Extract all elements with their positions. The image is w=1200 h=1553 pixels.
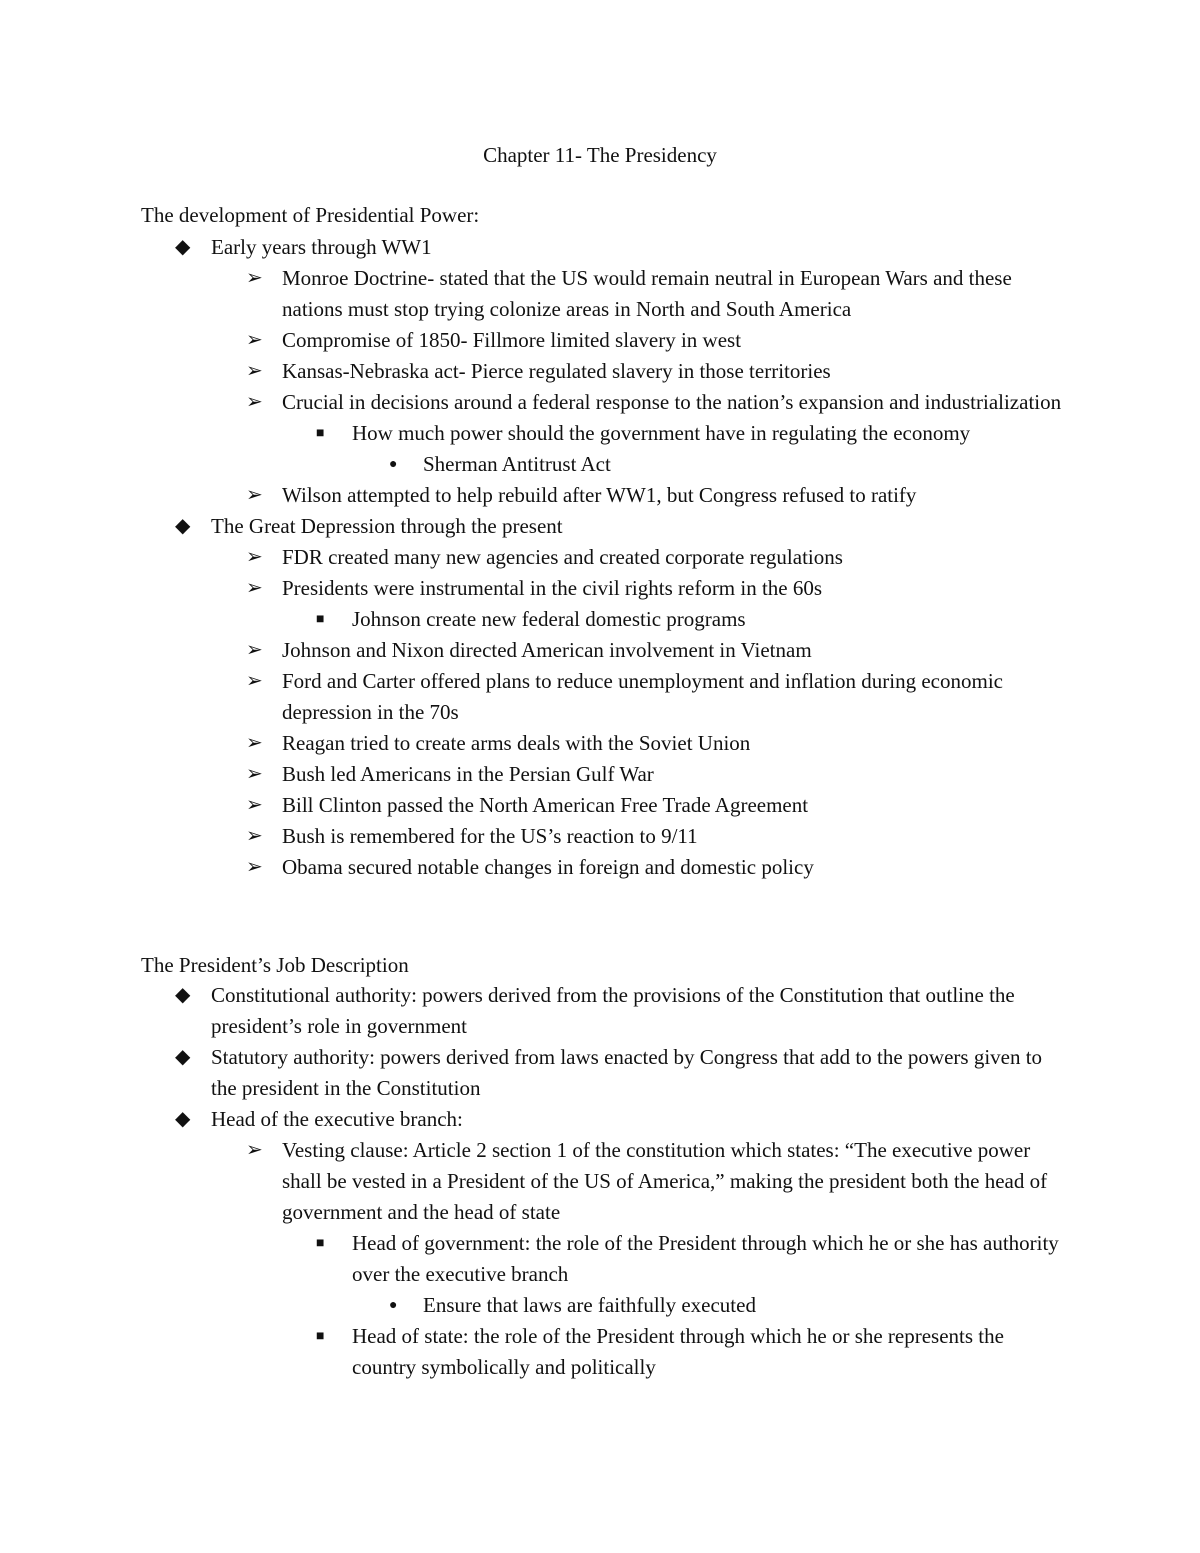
list-item-text: Head of government: the role of the President through which he or she has authority over the executive branch [352,1231,1059,1286]
arrow-bullet-icon: ➢ [246,360,263,382]
list-item-text: Johnson create new federal domestic programs [352,607,746,631]
arrow-bullet-icon: ➢ [246,732,263,754]
list-item [0,1042,1060,1104]
list-item-text: Monroe Doctrine- stated that the US would remain neutral in European Wars and these nations must stop trying colonize areas in North and South America [282,266,1012,321]
list-item [0,418,1072,449]
list-item-text: Head of state: the role of the President through which he or she represents the country symbolically and politically [352,1324,1004,1379]
list-item [0,980,1060,1042]
list-item [0,852,1072,883]
list-item-text: Sherman Antitrust Act [423,452,611,476]
list-item-text: Constitutional authority: powers derived from the provisions of the Constitution that outline the president’s role in government [211,983,1015,1038]
arrow-bullet-icon: ➢ [246,825,263,847]
arrow-bullet-icon: ➢ [246,1139,263,1161]
list-item [0,635,1072,666]
list-item-text: The Great Depression through the present [211,514,563,538]
arrow-bullet-icon: ➢ [246,856,263,878]
list-item-text: Obama secured notable changes in foreign and domestic policy [282,855,814,879]
list-item [0,759,1072,790]
list-item [0,1104,1060,1135]
diamond-bullet-icon: ◆ [175,984,191,1006]
list-item [0,356,1072,387]
diamond-bullet-icon: ◆ [175,1108,191,1130]
list-item-text: How much power should the government have in regulating the economy [352,421,971,445]
presidential-power-list [0,232,1200,883]
list-item-text: Early years through WW1 [211,235,432,259]
list-item [0,325,1072,356]
list-item [0,542,1072,573]
square-bullet-icon: ■ [316,612,325,627]
diamond-bullet-icon: ◆ [175,236,191,258]
arrow-bullet-icon: ➢ [246,329,263,351]
list-item [0,263,1072,325]
section-heading-job-description: The President’s Job Description [141,953,409,977]
list-item-text: Bush is remembered for the US’s reaction to 9/11 [282,824,698,848]
list-item [0,1321,1072,1383]
list-item [0,232,1060,263]
list-item-text: Johnson and Nixon directed American involvement in Vietnam [282,638,812,662]
list-item [0,604,1072,635]
list-item-text: Statutory authority: powers derived from laws enacted by Congress that add to the powers given to the president in the Constitution [211,1045,1043,1100]
diamond-bullet-icon: ◆ [175,1046,191,1068]
arrow-bullet-icon: ➢ [246,794,263,816]
list-item [0,511,1060,542]
list-item-text: Ensure that laws are faithfully executed [423,1293,756,1317]
arrow-bullet-icon: ➢ [246,391,263,413]
section-heading-presidential-power: The development of Presidential Power: [141,203,480,227]
list-item-text: Ford and Carter offered plans to reduce unemployment and inflation during economic depression in the 70s [282,669,1003,724]
arrow-bullet-icon: ➢ [246,484,263,506]
list-item [0,480,1072,511]
diamond-bullet-icon: ◆ [175,515,191,537]
square-bullet-icon: ■ [316,426,325,441]
list-item-text: Bill Clinton passed the North American Free Trade Agreement [282,793,809,817]
circle-bullet-icon: ● [389,457,398,472]
square-bullet-icon: ■ [316,1236,325,1251]
list-item [0,666,1072,728]
arrow-bullet-icon: ➢ [246,639,263,661]
arrow-bullet-icon: ➢ [246,546,263,568]
list-item [0,1135,1072,1228]
arrow-bullet-icon: ➢ [246,577,263,599]
list-item-text: Compromise of 1850- Fillmore limited slavery in west [282,328,742,352]
list-item-text: Wilson attempted to help rebuild after WW1, but Congress refused to ratify [282,483,917,507]
list-item [0,728,1072,759]
list-item [0,821,1072,852]
list-item-text: Reagan tried to create arms deals with the Soviet Union [282,731,751,755]
list-item-text: Presidents were instrumental in the civil rights reform in the 60s [282,576,823,600]
list-item-text: Vesting clause: Article 2 section 1 of the constitution which states: “The executive power shall be vested in a President of the US of America,” making the president both the head of government and the head of state [282,1138,1048,1224]
square-bullet-icon: ■ [316,1329,325,1344]
list-item [0,449,1073,480]
arrow-bullet-icon: ➢ [246,267,263,289]
circle-bullet-icon: ● [389,1298,398,1313]
arrow-bullet-icon: ➢ [246,763,263,785]
list-item [0,790,1072,821]
list-item-text: FDR created many new agencies and created corporate regulations [282,545,843,569]
page-title: Chapter 11- The Presidency [483,143,717,167]
list-item-text: Crucial in decisions around a federal response to the nation’s expansion and industrialization [282,390,1062,414]
list-item-text: Head of the executive branch: [211,1107,463,1131]
list-item [0,1228,1072,1290]
list-item-text: Kansas-Nebraska act- Pierce regulated slavery in those territories [282,359,831,383]
arrow-bullet-icon: ➢ [246,670,263,692]
job-description-list [0,980,1200,1383]
list-item [0,1290,1073,1321]
list-item [0,573,1072,604]
list-item [0,387,1072,418]
list-item-text: Bush led Americans in the Persian Gulf War [282,762,654,786]
